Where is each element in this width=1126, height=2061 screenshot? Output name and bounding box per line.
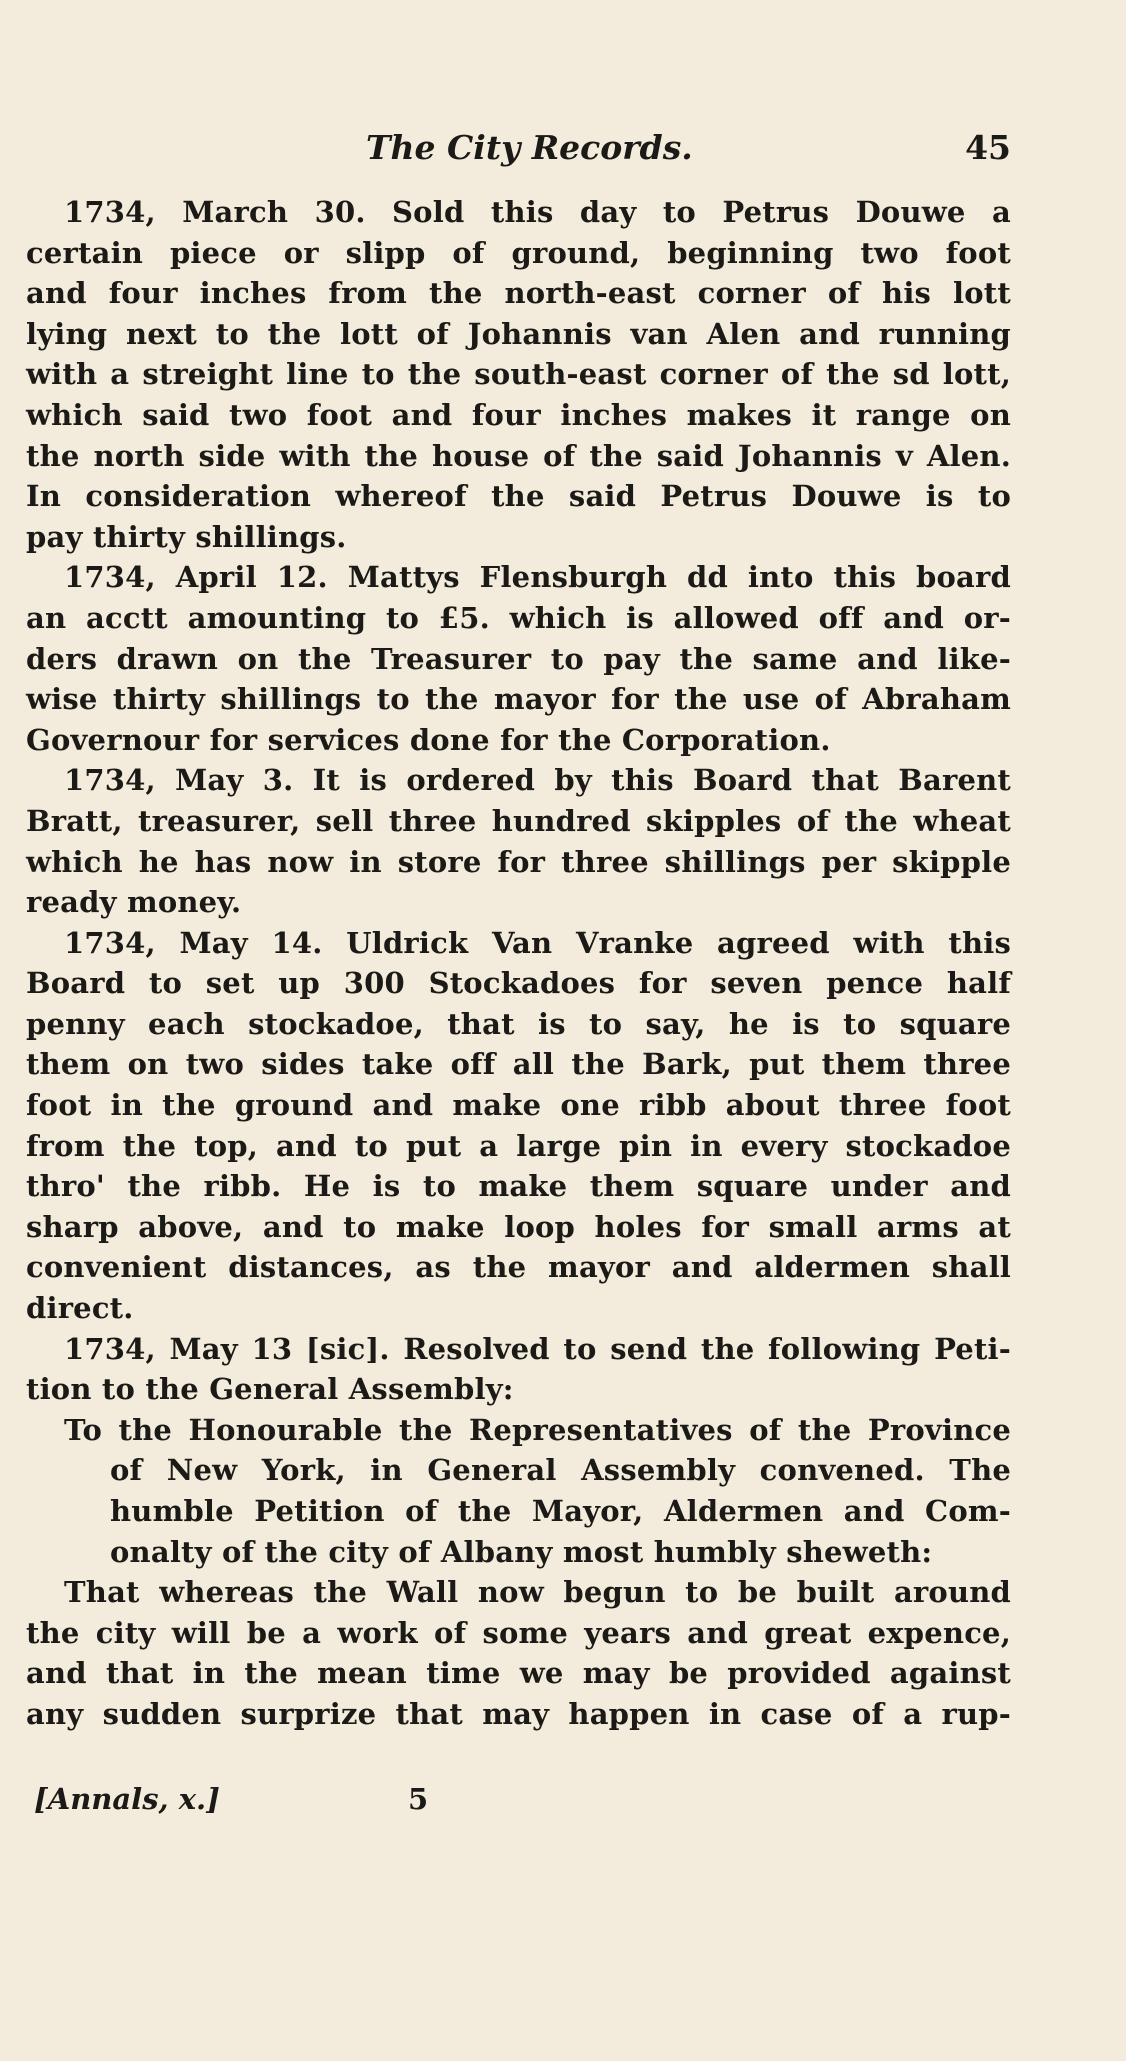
text-line-entry-may-3: 1734, May 3. It is ordered by this Board that Barent [64,763,1011,798]
petition-address-line: To the Honourable the Representatives of the Province [64,1412,1011,1447]
petition-address-line: onalty of the city of Albany most humbly sheweth: [110,1534,933,1569]
text-line: ready money. [26,885,242,920]
page-number: 45 [965,128,1011,167]
running-title: The City Records. [366,128,693,167]
text-line: with a streight line to the south-east corner of the sd lott, [26,357,1011,392]
petition-body-line: any sudden surprize that may happen in case of a rup- [26,1696,1011,1731]
petition-address-line: of New York, in General Assembly convened. The [110,1453,1011,1488]
text-line: an acctt amounting to £5. which is allowed off and or- [26,600,1011,635]
text-line: from the top, and to put a large pin in every stockadoe [26,1128,1011,1163]
text-line: Board to set up 300 Stockadoes for seven pence half [26,966,1011,1001]
text-line: Governour for services done for the Corporation. [26,722,831,757]
text-line: and four inches from the north-east corner of his lott [26,276,1011,311]
petition-body-line: and that in the mean time we may be provided against [26,1656,1011,1691]
page-header [26,128,1011,178]
text-line: sharp above, and to make loop holes for small arms at [26,1209,1011,1244]
text-line: lying next to the lott of Johannis van Alen and running [26,316,1011,351]
text-line: thro' the ribb. He is to make them square under and [26,1169,1011,1204]
signature-mark: 5 [408,1782,429,1816]
text-line: ders drawn on the Treasurer to pay the same and like- [26,641,1011,676]
text-line: wise thirty shillings to the mayor for the use of Abraham [26,682,1011,717]
text-line: which said two foot and four inches makes it range on [26,397,1011,432]
text-line-entry-april-12: 1734, April 12. Mattys Flensburgh dd into this board [64,560,1011,595]
text-line: the north side with the house of the said Johannis v Alen. [26,438,1011,473]
petition-address-line: humble Petition of the Mayor, Aldermen and Com- [110,1494,1011,1528]
text-line: them on two sides take off all the Bark, put them three [26,1047,1011,1082]
text-line: foot in the ground and make one ribb about three foot [26,1088,1011,1123]
text-line: which he has now in store for three shillings per skipple [26,844,1011,879]
body-text [26,192,1011,1735]
text-line: Bratt, treasurer, sell three hundred skipples of the wheat [26,803,1011,838]
text-line-entry-may-14: 1734, May 14. Uldrick Van Vranke agreed with this [64,925,1011,960]
text-line: In consideration whereof the said Petrus Douwe is to [26,479,1011,514]
text-line: penny each stockadoe, that is to say, he is to square [26,1006,1011,1041]
text-line-entry-march-30: 1734, March 30. Sold this day to Petrus Douwe a [64,195,1011,229]
petition-body-line: the city will be a work of some years and great expence, [26,1615,1011,1650]
text-line: certain piece or slipp of ground, beginning two foot [26,235,1011,270]
text-line: pay thirty shillings. [26,519,347,554]
text-line: convenient distances, as the mayor and aldermen shall [26,1250,1011,1285]
petition-body-line: That whereas the Wall now begun to be built around [64,1575,1011,1610]
footer-reference: [Annals, x.] [34,1782,220,1816]
text-line-entry-may-13: 1734, May 13 [sic]. Resolved to send the following Peti- [64,1331,1011,1366]
text-line: tion to the General Assembly: [26,1372,514,1407]
page-footer [26,1782,1011,1822]
text-line: direct. [26,1291,134,1326]
